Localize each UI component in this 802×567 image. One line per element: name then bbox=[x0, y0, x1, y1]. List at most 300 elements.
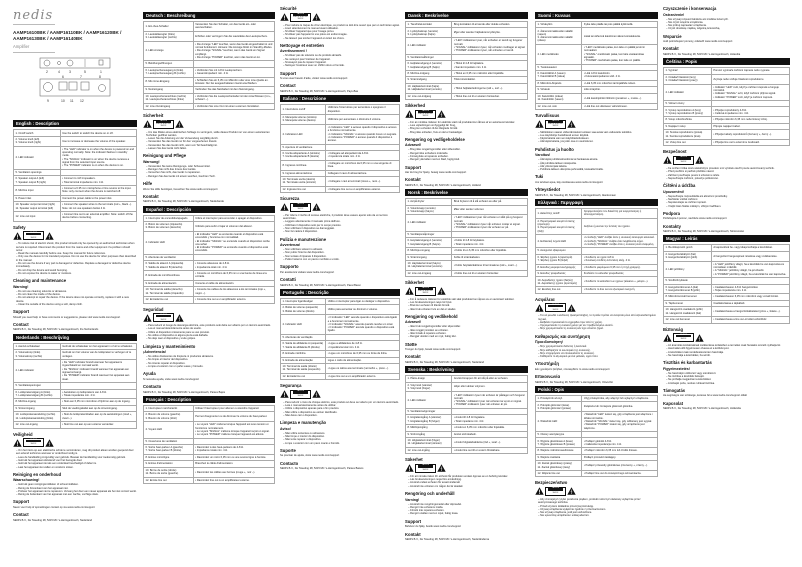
part-name: 3. Pokrętło głośności (prawe) bbox=[537, 406, 571, 410]
bullet-item: – Reinig de binnenkant van het apparaat niet. bbox=[16, 487, 137, 490]
part-description: A kapcsolóval be- vagy kikapcsolhatja a készüléket. bbox=[713, 246, 773, 250]
part-description: • Die Anzeige "SIGNAL" leuchtet, wenn das Gerät ein Signal empfängt. bbox=[195, 49, 265, 56]
part-description: • Conecte line out a un amplificador externo. bbox=[195, 298, 247, 302]
part-name-cell bbox=[144, 297, 194, 303]
part-name: 12. Είσοδος line out bbox=[537, 288, 561, 292]
part-description: • L'indicatore "POWER" è acceso quando il dispositivo è acceso. bbox=[327, 135, 393, 143]
callout-number: 2 bbox=[46, 70, 48, 75]
bullet-list bbox=[405, 121, 528, 134]
part-name: 10. Svorka reproduktoru (pravá) bbox=[665, 131, 703, 135]
part-name: 10. Lautsprecheranschluss (rechts) bbox=[145, 94, 187, 98]
table-row bbox=[144, 297, 275, 303]
part-description-cell bbox=[326, 105, 400, 115]
table-row bbox=[536, 209, 658, 219]
part-description: Pomocí vypínače zařízení zapnete nebo vypnete. bbox=[713, 69, 771, 73]
part-description-cell bbox=[193, 287, 274, 297]
part-description-cell bbox=[326, 150, 400, 160]
warning-subheading: Avertissement ! bbox=[280, 49, 307, 54]
part-description: Připojte napájecí kabel. bbox=[713, 124, 741, 128]
section-heading: Puhdistus ja huolto bbox=[535, 146, 574, 152]
caution-text: RISK OF ELECTRIC SHOCK bbox=[548, 307, 563, 311]
part-name-cell bbox=[14, 360, 61, 383]
part-name: 11. Zacisk głośnikowy (lewy) bbox=[537, 465, 571, 469]
bullet-item: – Lesen Sie die Anleitung vor der Verwendung sorgfältig durch. bbox=[146, 137, 275, 140]
part-description: • Liitä kaiutinjohdot liittimiin (punainen +, musta –). bbox=[583, 96, 642, 100]
part-description-cell bbox=[452, 270, 528, 276]
bullet-item: – Reinigen Sie nicht das Innere des Geräts. bbox=[146, 168, 275, 171]
part-name-cell bbox=[406, 93, 452, 99]
table-row bbox=[536, 470, 658, 476]
bullet-item: – Clean the outside of the device using a soft, damp cloth. bbox=[16, 303, 137, 306]
part-name-cell bbox=[406, 415, 452, 425]
caution-title: CAUTION bbox=[26, 233, 41, 235]
part-name: 11. Højttalerterminal (venstre) bbox=[407, 88, 442, 92]
table-row bbox=[144, 467, 275, 477]
part-name-cell bbox=[14, 422, 61, 428]
part-name: 9. Strömingång bbox=[407, 432, 426, 436]
section-heading: Kontakt bbox=[405, 354, 421, 360]
section-heading: Rengøring og vedligeholdelse bbox=[405, 136, 465, 142]
part-name: 6. Høyttalerutgang A (venstre) bbox=[407, 239, 442, 243]
column-6 bbox=[663, 3, 790, 412]
part-name-cell bbox=[144, 67, 194, 77]
part-name: 7. Saída de altifalante B (direita) bbox=[282, 345, 320, 349]
part-description: • Verbinden Sie mit 4-8 Ω Lautsprechern. bbox=[195, 68, 243, 72]
bullet-item: – For at mindske risikoen for elektrisk stød må produktet kun åbnes af en autoriseret tekniker. bbox=[408, 121, 528, 124]
part-name: 10. Høyttalerterminal (høyre) bbox=[407, 262, 441, 266]
table-row bbox=[536, 28, 658, 44]
part-name-cell bbox=[406, 61, 452, 71]
caution-text: RISK OF ELECTRIC SHOCK bbox=[418, 290, 433, 295]
part-name: 5. Ventilationsöppningar bbox=[407, 409, 436, 413]
description-table bbox=[280, 104, 400, 193]
part-name-cell bbox=[144, 261, 194, 271]
part-description: • "POWER"-indikatoren lyser, når enheden er tændt. bbox=[453, 49, 514, 53]
caution-title: CAUTION bbox=[156, 121, 171, 123]
part-description-cell bbox=[193, 103, 274, 109]
warning-symbols bbox=[280, 390, 400, 399]
bullet-item: – Sähköiskun vaaran vähentämiseksi tuotteen saa avata vain valtuutettu teknikko. bbox=[538, 131, 658, 134]
section-heading: Biztonság bbox=[663, 326, 684, 332]
part-description: • Csatlakoztasson 6,35 mm mikrofont vagy vonali forrást. bbox=[713, 295, 779, 299]
table-row bbox=[536, 254, 658, 264]
bullet-item: – Versuchen Sie nicht, das Gerät zu reparieren. bbox=[146, 171, 275, 174]
part-description-cell bbox=[193, 445, 274, 455]
part-description: Utilize o interruptor para ligar ou desligar o dispositivo. bbox=[327, 299, 391, 303]
caution-title: CAUTION bbox=[548, 488, 563, 490]
bullet-item: – Przed użyciem dokładnie przeczytaj instrukcję. bbox=[538, 505, 658, 508]
part-description-cell bbox=[452, 238, 528, 248]
part-name: 8. Mikrofon/vonali bemenet bbox=[665, 295, 697, 299]
warning-symbols bbox=[535, 303, 658, 312]
part-description: • Verbinden Sie die Lautsprecherkabel mit den Anschlüssen (rot +, schwarz –). bbox=[195, 94, 272, 102]
part-name: 2. Περιστροφικό κουμπί έντασης (αριστερό) bbox=[537, 219, 575, 227]
table-row bbox=[281, 160, 400, 170]
part-description: • Le voyant "SIGNAL" s'allume lorsque l'appareil reçoit un signal. bbox=[195, 429, 270, 433]
bullet-list bbox=[405, 503, 528, 516]
part-description-cell bbox=[711, 317, 789, 323]
part-name: 7. Högtalarutgång B (höger) bbox=[407, 419, 440, 423]
part-name: 5. Aperture di ventilazione bbox=[282, 145, 313, 149]
part-name-cell bbox=[14, 146, 61, 169]
bullet-list bbox=[535, 498, 658, 518]
callout-number: 3 bbox=[69, 70, 71, 75]
part-name: 2. Hangerőszabályzó (bal) bbox=[665, 252, 696, 256]
part-name: 9. Netzeingang bbox=[145, 88, 163, 92]
part-name: 11. Terminale uscita (sinistro) bbox=[282, 181, 316, 185]
paragraph: Wenn Sie Hilfe benötigen, besuchen Sie www.nedis.com/support bbox=[143, 187, 218, 191]
part-description-cell bbox=[60, 176, 136, 186]
warning-symbols bbox=[663, 333, 790, 342]
part-name-cell bbox=[281, 305, 326, 315]
part-description-cell bbox=[582, 277, 658, 287]
part-name: 9. Strømindgang bbox=[407, 78, 427, 82]
table-row bbox=[144, 67, 275, 77]
electric-shock-triangle-icon bbox=[695, 334, 704, 342]
callout-number: 4 bbox=[58, 70, 60, 75]
bullet-list bbox=[280, 54, 400, 67]
part-name: 6. Výstup reproduktoru A (levý) bbox=[665, 108, 701, 112]
bullet-list bbox=[143, 131, 275, 151]
part-description: Utilisez l'interrupteur pour allumer ou éteindre l'appareil. bbox=[195, 406, 260, 410]
bullet-item: – Gebruik het apparaat niet als een onderdeel beschadigd of defect is. bbox=[16, 462, 137, 465]
bullet-list bbox=[663, 167, 790, 180]
part-name: 12. Line out bemenet bbox=[665, 318, 690, 322]
table-row bbox=[14, 202, 137, 212]
section-header-bar: Français : Description bbox=[143, 396, 275, 403]
part-description: Koble til strømkabelen. bbox=[453, 255, 481, 259]
table-row bbox=[14, 211, 137, 221]
part-name: 2. Volume knob (left) bbox=[15, 137, 40, 141]
part-name: 5. Ventilatieopeningen bbox=[15, 384, 42, 388]
exclamation-triangle-icon bbox=[663, 334, 672, 342]
part-description-cell bbox=[582, 402, 658, 412]
caution-title: CAUTION bbox=[548, 305, 563, 307]
table-row bbox=[281, 186, 400, 192]
bullet-item: – Pulire l'esterno con un panno morbido e umido. bbox=[283, 258, 400, 261]
bullet-item: – Reinigen Sie das Gerät mit einem weichen, feuchten Tuch. bbox=[146, 175, 275, 178]
part-name: 4. Wskaźnik LED bbox=[537, 419, 558, 423]
part-name: 1. Ein-/Aus-Schalter bbox=[145, 24, 169, 28]
part-name: 12. Wejście line out bbox=[537, 472, 560, 476]
part-description-cell bbox=[452, 260, 528, 270]
exclamation-triangle-icon bbox=[535, 487, 544, 495]
section-heading: Reinigung und Pflege bbox=[143, 153, 187, 159]
bullet-item: – Verwenden Sie das Gerät nur für den vorgesehenen Zweck. bbox=[146, 140, 275, 143]
section-heading: Contact bbox=[280, 83, 296, 89]
column-2 bbox=[143, 10, 275, 487]
part-description: Podłącz przewód zasilający. bbox=[583, 455, 617, 459]
part-name-cell bbox=[664, 261, 712, 277]
table-row bbox=[406, 260, 528, 270]
part-name: 5. Ventilationsåbninger bbox=[407, 55, 434, 59]
paragraph: NEDIS B.V., De Tweeling 28, 5215 MC 's-Hertogenbosch, Paesi Bassi bbox=[280, 283, 361, 287]
part-name-cell bbox=[14, 350, 61, 360]
part-description-cell bbox=[193, 222, 274, 232]
speaker-terminal-left bbox=[69, 82, 77, 90]
bullet-item: – Läs bruksanvisningen noga före användning. bbox=[408, 478, 528, 481]
description-table bbox=[13, 129, 137, 221]
exclamation-triangle-icon bbox=[280, 390, 289, 398]
part-description: • Liitä 4-8 Ω kaiuttimiin. bbox=[583, 72, 611, 76]
part-description-cell bbox=[193, 412, 274, 422]
part-description-cell bbox=[60, 202, 136, 212]
bullet-item: – Ne próbálja megjavítani a készüléket. bbox=[666, 378, 790, 381]
part-description: • Collegare un microfono da 6,35 mm o una sorgente di linea. bbox=[327, 161, 392, 169]
column-3 bbox=[280, 3, 400, 472]
part-description: • Connect a 6.35 mm microphone or line source to the input. Note: only connect when the device is switched off. bbox=[62, 187, 132, 194]
part-description-cell bbox=[326, 124, 400, 144]
section-heading: Contact bbox=[13, 321, 29, 327]
part-name: 6. Kaiutinlähtö A (vasen) bbox=[537, 72, 566, 76]
table-row bbox=[144, 93, 275, 103]
part-description: Conecte el cable de alimentación. bbox=[195, 281, 235, 285]
part-name-cell bbox=[144, 41, 194, 61]
bullet-list bbox=[663, 18, 790, 31]
part-description: • Raccordez les câbles aux bornes (rouge +, noir –). bbox=[195, 470, 256, 474]
section-heading: Pulizia e manutenzione bbox=[280, 236, 327, 242]
part-description-cell bbox=[452, 215, 528, 231]
table-row bbox=[536, 461, 658, 471]
section-header-bar: Italiano : Descrizione bbox=[280, 95, 400, 102]
part-name: 5. Ventilasjonsåpninger bbox=[407, 232, 435, 236]
warning-subheading: Waarschuwing! bbox=[13, 478, 40, 483]
part-name: 7. Sortie haut-parleur B (droite) bbox=[145, 449, 182, 453]
part-name: 3. Botão de volume (direito) bbox=[282, 309, 315, 313]
section-heading: Támogatás bbox=[663, 387, 686, 393]
part-description-cell bbox=[193, 93, 274, 103]
section-heading: Επικοινωνία bbox=[535, 374, 561, 380]
bullet-item: – Rengör utsidan med en mjuk, fuktig trasa. bbox=[408, 512, 528, 515]
paragraph: Ha segítségre van szüksége, keresse fel a www.nedis.com/support oldalt bbox=[663, 394, 747, 398]
table-row bbox=[144, 77, 275, 87]
part-description: • Podłącz line out do zewnętrznego wzmacniacza. bbox=[583, 472, 642, 476]
callout-number: 8 bbox=[99, 75, 101, 80]
part-description: • A "POWER" jelzőfény világít, ha a készülék be van kapcsolva. bbox=[713, 272, 787, 276]
warning-subheading: Upozornění! bbox=[663, 189, 684, 194]
table-row bbox=[664, 317, 790, 323]
part-name: 7. Wyjście głośnikowe B (prawe) bbox=[537, 442, 575, 446]
bullet-list bbox=[143, 165, 275, 178]
part-description: • Podłącz przewody głośnikowe (czerwony +, czarny –). bbox=[583, 463, 648, 467]
part-name: 11. Lautsprecheranschluss (links) bbox=[145, 98, 184, 102]
part-name: 8. Wejście mikrofonowe/liniowe bbox=[537, 449, 574, 453]
bullet-item: – Only use the device for its intended purposes. Do not use the device for other purposes than described in the manual. bbox=[16, 255, 137, 262]
paragraph: Si vous avez besoin d'aide, visitez www.nedis.com/support bbox=[280, 77, 348, 81]
section-header-bar: Deutsch : Beschreibung bbox=[143, 12, 275, 19]
part-description: • L'indicatore "LED" è acceso quando il dispositivo è acceso e funziona normalmente. bbox=[327, 125, 397, 133]
part-description: • "SIGNAL"-merkkivalo palaa, kun laite vastaanottaa signaalin. bbox=[583, 52, 644, 59]
table-row bbox=[664, 307, 790, 317]
part-name: 11. Speaker output terminal (left) bbox=[15, 206, 54, 210]
caution-title: CAUTION bbox=[418, 465, 433, 467]
table-row bbox=[664, 74, 790, 84]
part-name-cell bbox=[664, 317, 712, 323]
part-description-cell bbox=[711, 284, 789, 294]
part-name-cell bbox=[14, 211, 61, 221]
section-heading: Bezpečnost bbox=[663, 149, 687, 155]
part-description-cell bbox=[711, 251, 789, 261]
part-name-cell bbox=[536, 93, 582, 103]
table-row bbox=[14, 360, 137, 383]
section-heading: Support bbox=[13, 309, 30, 315]
part-name: 9. Entrada de alimentación bbox=[145, 281, 177, 285]
section-heading: Nettoyage et entretien bbox=[280, 42, 324, 48]
part-name: 8. Mic-/Line-Eingang bbox=[145, 80, 170, 84]
part-name: 9. Tápbemenet bbox=[665, 301, 683, 305]
part-name-cell bbox=[536, 277, 582, 287]
part-name: 5. Aberturas de ventilación bbox=[145, 255, 177, 259]
part-description: • L'indicatore "SIGNAL" è acceso quando riceve un segnale. bbox=[327, 132, 397, 136]
part-description: • Csatlakoztassa a line out-ot külső erősítőhöz. bbox=[713, 318, 768, 322]
part-description: Utilizzare l'interruttore per accendere o spegnere il dispositivo. bbox=[327, 106, 386, 113]
power-switch bbox=[99, 60, 103, 65]
warning-subheading: Aviso! bbox=[280, 426, 291, 431]
part-name: 9. Είσοδος τροφοδοσίας bbox=[537, 272, 566, 276]
section-heading: Limpeza e manutenção bbox=[280, 420, 327, 426]
part-description: • "SIGNAL"-indikatorn lyser när enheten tar emot en signal. bbox=[453, 400, 522, 404]
section-heading: Suporte bbox=[280, 447, 296, 453]
description-table bbox=[143, 215, 275, 304]
table-row bbox=[536, 277, 658, 287]
part-description-cell bbox=[193, 297, 274, 303]
part-name: 10. Kaiutinliitin (oikea) bbox=[537, 94, 563, 98]
paragraph: Jos tarvitset apua, käy osoitteessa www.nedis.com/support bbox=[535, 180, 603, 184]
part-description: Lisää tai vähennä kaiuttimen äänenvoimakkuutta. bbox=[583, 34, 641, 38]
callout-number: 12 bbox=[80, 99, 84, 104]
part-description: Connect the power cable to the power inlet. bbox=[62, 196, 113, 200]
table-row bbox=[144, 22, 275, 32]
bullet-item: – Per ridurre il rischio di scosse elettriche, il prodotto deve essere aperto solo da un tecnico autorizzato. bbox=[283, 214, 400, 221]
section-heading: Tuki bbox=[535, 174, 544, 180]
part-description: A hangszóró hangerejének növelése vagy csökkentése. bbox=[713, 254, 778, 258]
part-description-cell bbox=[452, 61, 528, 71]
bullet-item: – Do not use cleaning solvents or abrasives. bbox=[16, 290, 137, 293]
part-name: 2. Botão de volume (esquerdo) bbox=[282, 306, 319, 310]
warning-symbols bbox=[13, 231, 137, 240]
part-name-cell bbox=[14, 412, 61, 422]
part-description: • Schließen Sie ein 6,35 mm Mikrofon oder eine Line-Quelle an. Hinweis: Nur bei ausgeschaltetem Gerät anschließen. bbox=[195, 78, 269, 85]
bullet-item: – Leggere attentamente il manuale prima dell'uso. bbox=[283, 220, 400, 223]
bullet-item: – Laat het apparaat niet vallen en voorkom stoten. bbox=[16, 466, 137, 469]
part-description: Utilícelo para subir o bajar el volumen del altavoz. bbox=[195, 224, 253, 228]
callout-number: 9 bbox=[47, 99, 49, 104]
section-header-bar: English : Description bbox=[13, 120, 137, 127]
bullet-item: – För att minska risken för elchock får produkten endast öppnas av en behörig tekniker. bbox=[408, 475, 528, 478]
part-description: • Η ένδειξη "SIGNAL" ανάβει όταν λαμβάνεται σήμα. bbox=[583, 239, 644, 243]
caution-text: RISK OF ELECTRIC SHOCK bbox=[156, 123, 171, 127]
part-name-cell bbox=[664, 84, 712, 100]
part-description: • Die Anzeige "LED" leuchtet, wenn das Gerät eingeschaltet ist und normal funktioniert. Hinweis: Die Anzeige blinkt im Standby-Modus. bbox=[195, 42, 273, 49]
table-row bbox=[281, 373, 400, 379]
bullet-item: – Do not attempt to repair the device. If the device does not operate correctly, replace it with a new device. bbox=[16, 296, 137, 303]
callout-number: 7 bbox=[80, 75, 82, 80]
part-description: Bruk bryteren til å slå enheten av eller på. bbox=[453, 200, 502, 204]
bullet-item: – Do not drop the device and avoid bumping. bbox=[16, 269, 137, 272]
warning-subheading: Figyelmeztetés! bbox=[663, 366, 690, 371]
bullet-item: – Nettoyez l'extérieur avec un chiffon doux et humide. bbox=[283, 64, 400, 67]
section-heading: Support bbox=[280, 70, 297, 76]
part-name: 8. Entrada mic/linha bbox=[282, 352, 306, 356]
section-heading: Støtte bbox=[405, 341, 417, 347]
bullet-list bbox=[280, 401, 400, 417]
part-description-cell bbox=[60, 389, 136, 399]
part-description: Verbinden Sie das Netzkabel mit dem Netzeingang. bbox=[195, 88, 255, 92]
table-row bbox=[14, 136, 137, 146]
part-name-cell bbox=[144, 445, 194, 455]
volume-knob-left bbox=[44, 60, 50, 66]
section-heading: Rengjøring og vedlikehold bbox=[405, 313, 458, 319]
electric-shock-triangle-icon bbox=[45, 232, 54, 240]
part-description: • O indicador "LED" acende quando o dispositivo está ligado e a funcionar normalmente. bbox=[327, 316, 398, 323]
section-heading: Support bbox=[13, 499, 30, 505]
bullet-item: – Nepoužívejte rozpouštědla ani abrazivní prostředky. bbox=[666, 195, 790, 198]
description-table bbox=[143, 405, 275, 484]
electric-shock-triangle-icon bbox=[312, 13, 321, 21]
bullet-list bbox=[535, 314, 658, 330]
caution-text: RISK OF ELECTRIC SHOCK bbox=[676, 160, 691, 164]
warning-subheading: Varning! bbox=[405, 497, 420, 502]
part-description: • Sluit de luidsprekerdraden aan op de aansluitingen (rood +, zwart –). bbox=[62, 413, 132, 420]
part-description: • A "LED" jelzőfény világít, ha a készülék be van kapcsolva és normálisan működik. bbox=[713, 262, 785, 270]
part-description: • Připojte reproduktory 4-8 Ω. bbox=[713, 108, 747, 112]
part-name-cell bbox=[144, 287, 194, 297]
section-heading: Veiligheid bbox=[13, 431, 33, 437]
part-name: 3. Botón de volumen (derecho) bbox=[145, 226, 182, 230]
part-description-cell bbox=[193, 67, 274, 77]
bullet-item: – Μην χρησιμοποιείτε τη συσκευή εάν έχει υποστεί ζημιά. bbox=[538, 327, 658, 330]
part-description: • Wskaźnik "POWER" świeci się, gdy urządzenie jest włączone. bbox=[583, 423, 645, 430]
bullet-list bbox=[13, 290, 137, 306]
section-heading: Support bbox=[405, 164, 422, 170]
part-name: 9. Power inlet bbox=[15, 196, 32, 200]
electric-shock-triangle-icon bbox=[437, 287, 446, 295]
part-name: 9. Napájecí vstup bbox=[665, 124, 686, 128]
bullet-item: – Ikke bruk enheten hvis en del er skadet. bbox=[408, 308, 528, 311]
part-name-cell bbox=[406, 382, 452, 392]
part-description: Gebruik om het volume van de luidspreker te verhogen of te verlagen. bbox=[62, 351, 132, 358]
part-description: Gebruik de schakelaar om het apparaat in of uit te schakelen. bbox=[62, 344, 133, 348]
description-table bbox=[405, 21, 528, 100]
bullet-item: – Utilizzare il dispositivo solo per lo scopo previsto. bbox=[283, 224, 400, 227]
part-description-cell bbox=[582, 71, 658, 81]
part-description: • Teljes impedancia min. 4 Ω. bbox=[713, 288, 747, 292]
part-description-cell bbox=[193, 31, 274, 41]
section-header-bar: Suomi : Kuvaus bbox=[535, 12, 658, 19]
bullet-item: – Não utilize o dispositivo se estiver danificado. bbox=[283, 411, 400, 414]
part-description: • Připojte kabely reproduktorů (červený +, černý –). bbox=[713, 132, 772, 136]
part-description: Συνδέστε το καλώδιο τροφοδοσίας. bbox=[583, 272, 625, 276]
bullet-list bbox=[405, 148, 528, 161]
part-description: • Verbinden Sie Line Out mit einem externen Verstärker. bbox=[195, 104, 260, 108]
bullet-list bbox=[13, 483, 137, 496]
table-row bbox=[406, 392, 528, 408]
warning-symbols bbox=[535, 487, 658, 496]
part-name: 9. Strøminngang bbox=[407, 255, 427, 259]
bullet-list bbox=[405, 298, 528, 311]
section-heading: Limpieza y mantenimiento bbox=[143, 343, 196, 349]
caution-text: RISK OF ELECTRIC SHOCK bbox=[418, 468, 433, 472]
part-name-cell bbox=[406, 205, 452, 215]
callout-number: 1 bbox=[100, 70, 102, 75]
part-name: 12. Line out-inngang bbox=[407, 271, 432, 275]
part-name: 3. Bouton de volume (droit) bbox=[145, 416, 177, 420]
part-name: 3. Volume knob (right) bbox=[15, 141, 41, 145]
part-description: • Total impedans min. 4 Ω. bbox=[453, 419, 485, 423]
part-description-cell bbox=[582, 44, 658, 64]
warning-symbols bbox=[405, 287, 528, 296]
bullet-item: – Um das Risiko eines elektrischen Schlags zu verringern, sollte dieses Produkt nur von einem autorisierten Techniker geöffnet werden. bbox=[146, 131, 275, 138]
